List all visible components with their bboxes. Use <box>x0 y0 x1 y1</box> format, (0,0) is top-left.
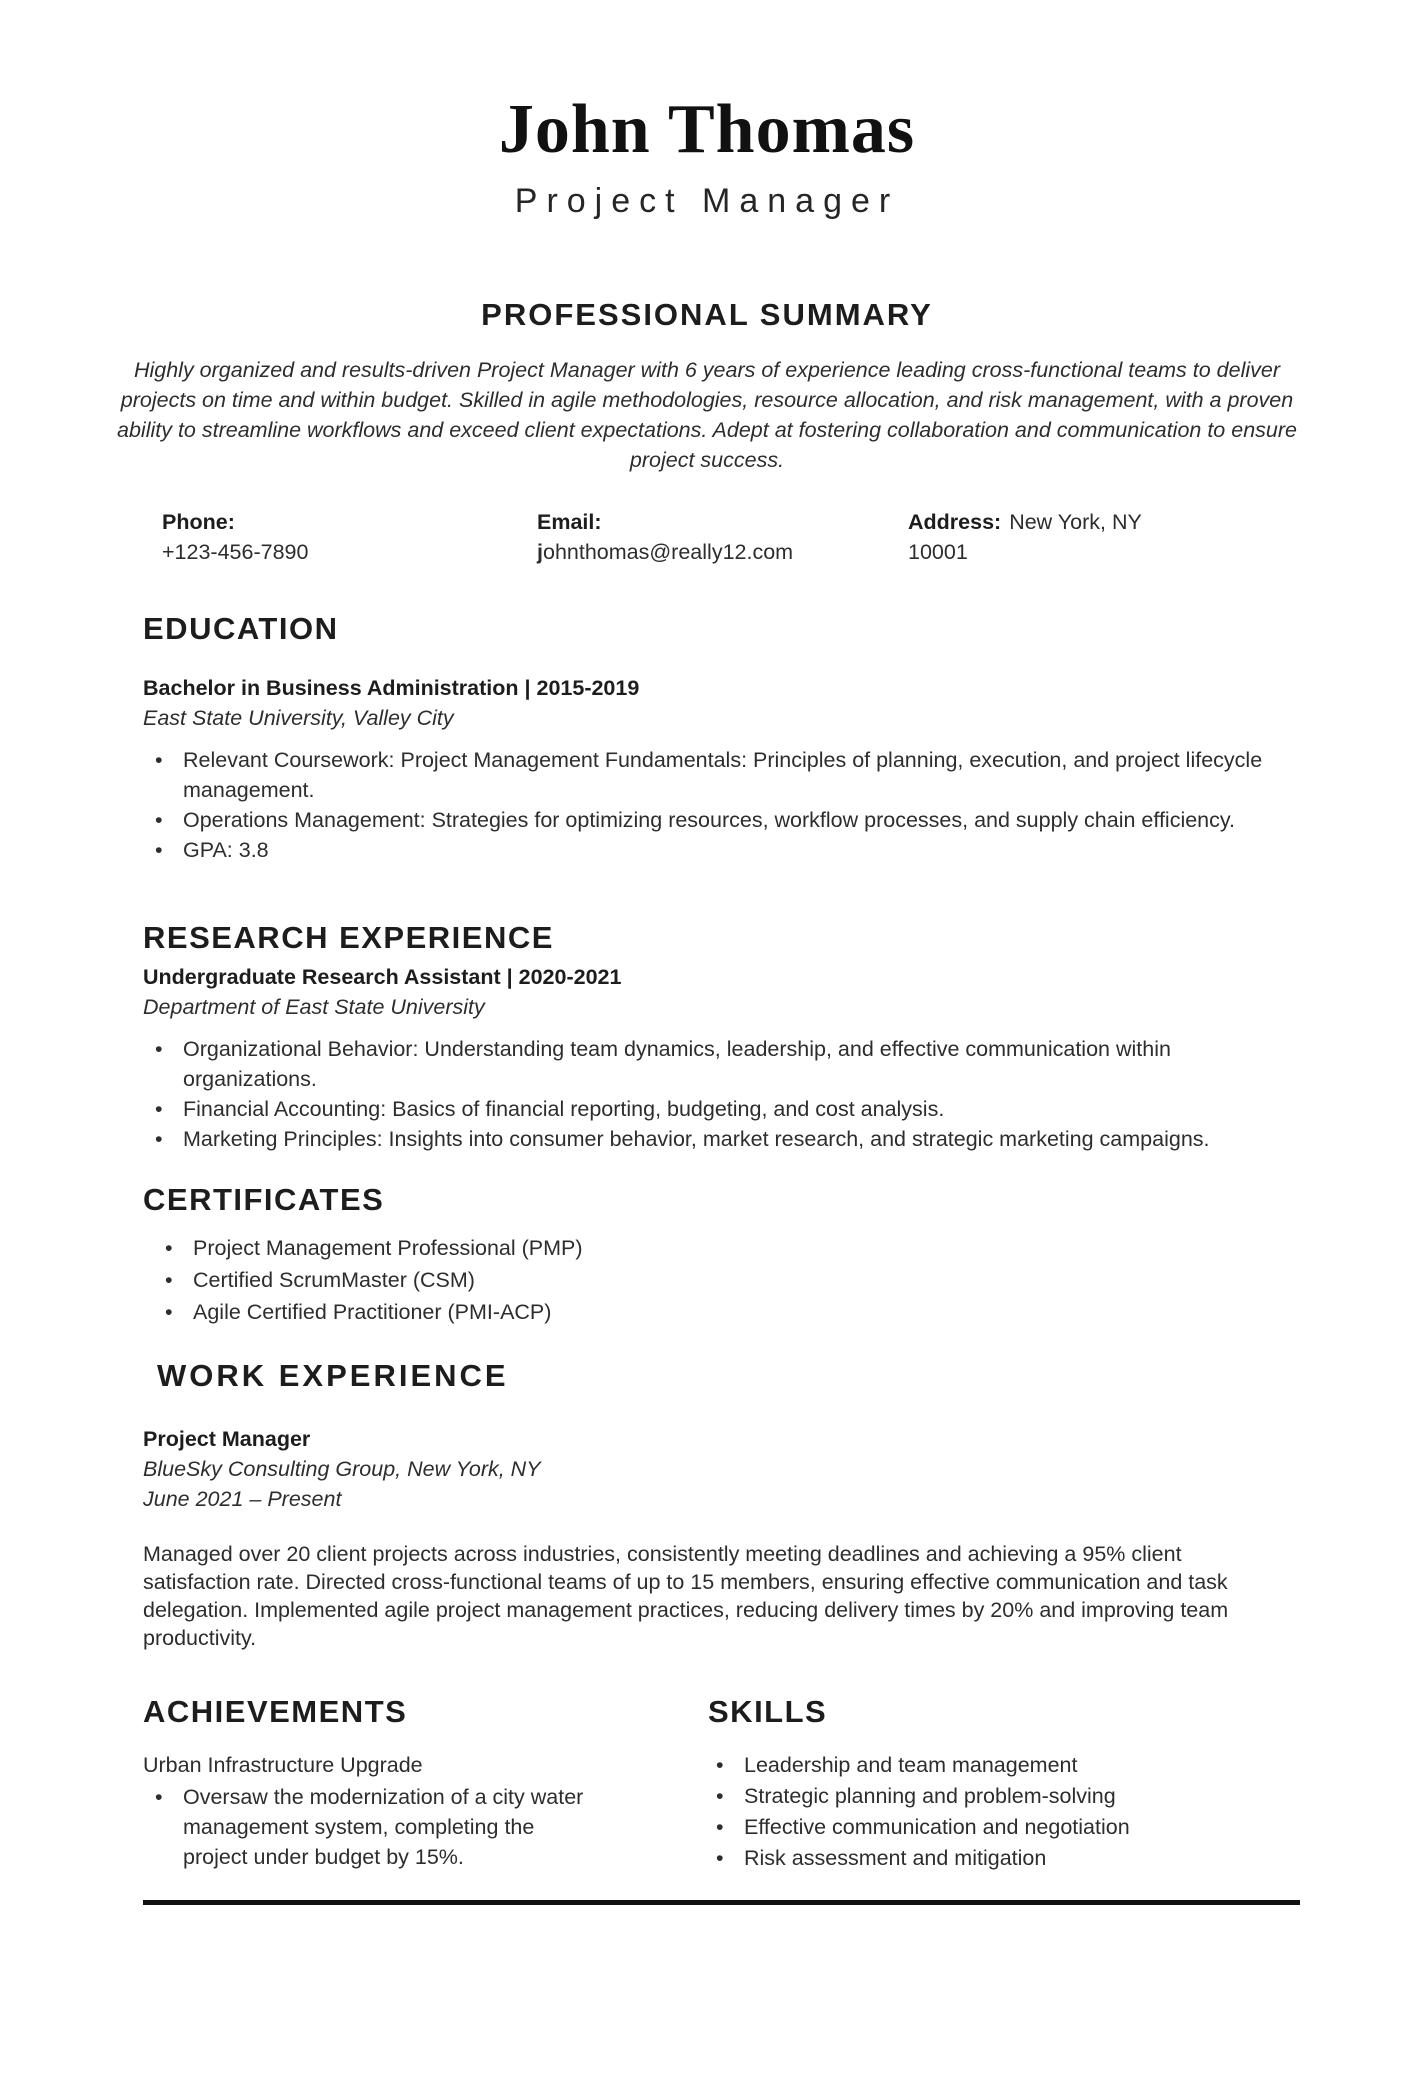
contact-phone <box>143 507 518 567</box>
phone-label: Phone: <box>162 509 235 534</box>
section-research-experience <box>143 920 1300 1154</box>
section-work-experience <box>143 1358 1300 1652</box>
contact-address <box>889 507 1174 567</box>
education-bullet-list <box>155 745 1300 865</box>
professional-summary-text: Highly organized and results-driven Project Manager with 6 years of experience leading cross-functional teams to deliver projects on time and within budget. Skilled in agile methodologies, resource allocation, and risk management, with a proven ability to streamline workflows and exceed client expectations. Adept at fostering collaboration and communication to ensure project success. <box>117 357 1297 472</box>
resume-body <box>0 611 1414 1905</box>
achievements-heading: ACHIEVEMENTS <box>143 1693 408 1729</box>
skills-bullet-list <box>716 1750 1300 1874</box>
work-role: Project Manager <box>143 1426 311 1451</box>
research-bullet: • Financial Accounting: Basics of financial reporting, budgeting, and cost analysis. <box>155 1094 1300 1124</box>
research-bullet: • Marketing Principles: Insights into consumer behavior, market research, and strategic marketing campaigns. <box>155 1124 1300 1154</box>
section-skills <box>708 1694 1300 1874</box>
achievements-subtitle: Urban Infrastructure Upgrade <box>143 1752 423 1777</box>
research-role: Undergraduate Research Assistant | 2020-2021 <box>143 964 622 989</box>
skills-heading: SKILLS <box>708 1693 828 1729</box>
skill-bullet: • Strategic planning and problem-solving <box>716 1781 1300 1812</box>
email-value <box>537 537 889 567</box>
education-bullet: • Operations Management: Strategies for optimizing resources, workflow processes, and supply chain efficiency. <box>155 805 1300 835</box>
skill-bullet: • Effective communication and negotiation <box>716 1812 1300 1843</box>
work-experience-heading: WORK EXPERIENCE <box>157 1357 509 1393</box>
email-bold-prefix: j <box>537 539 543 564</box>
contact-row <box>143 507 1303 567</box>
email-label: Email: <box>537 509 602 534</box>
education-degree: Bachelor in Business Administration | 2015-2019 <box>143 675 640 700</box>
contact-email <box>518 507 889 567</box>
address-value: New York, NY 10001 <box>908 509 1142 564</box>
education-heading: EDUCATION <box>143 610 339 646</box>
work-company: BlueSky Consulting Group, New York, NY <box>143 1456 541 1481</box>
work-description: Managed over 20 client projects across industries, consistently meeting deadlines and achieving a 95% client satisfaction rate. Directed cross-functional teams of up to 15 members, ensuring effective communication and task delegation. Implemented agile project management practices, reducing delivery times by 20% and improving team productivity. <box>143 1541 1229 1650</box>
skill-bullet: • Leadership and team management <box>716 1750 1300 1781</box>
certificate-bullet: • Agile Certified Practitioner (PMI-ACP) <box>165 1296 1300 1328</box>
section-education <box>143 611 1300 865</box>
person-job-title: Project Manager <box>514 181 900 220</box>
phone-value: +123-456-7890 <box>162 539 309 564</box>
research-heading: RESEARCH EXPERIENCE <box>143 919 554 955</box>
research-org: Department of East State University <box>143 994 485 1019</box>
resume-page <box>0 92 1414 2092</box>
education-bullet: • GPA: 3.8 <box>155 835 1300 865</box>
address-label: Address: <box>908 509 1002 534</box>
section-certificates <box>143 1182 1300 1328</box>
achievements-bullet-list <box>155 1782 585 1872</box>
email-rest: ohnthomas@really12.com <box>542 539 794 564</box>
person-name: John Thomas <box>498 91 916 168</box>
professional-summary-heading: PROFESSIONAL SUMMARY <box>481 296 933 332</box>
research-bullet: • Organizational Behavior: Understanding team dynamics, leadership, and effective communication within organizations. <box>155 1034 1300 1094</box>
research-bullet-list <box>155 1034 1300 1154</box>
bottom-divider <box>143 1900 1300 1905</box>
certificates-bullet-list <box>165 1232 1300 1328</box>
skill-bullet: • Risk assessment and mitigation <box>716 1843 1300 1874</box>
education-school: East State University, Valley City <box>143 705 454 730</box>
certificate-bullet: • Project Management Professional (PMP) <box>165 1232 1300 1264</box>
education-bullet: • Relevant Coursework: Project Management Fundamentals: Principles of planning, execution, and project lifecycle management. <box>155 745 1300 805</box>
achievement-bullet: • Oversaw the modernization of a city water management system, completing the project under budget by 15%. <box>155 1782 585 1872</box>
certificate-bullet: • Certified ScrumMaster (CSM) <box>165 1264 1300 1296</box>
work-dates: June 2021 – Present <box>143 1486 342 1511</box>
section-achievements <box>143 1694 708 1874</box>
achievements-skills-row <box>143 1694 1300 1874</box>
certificates-heading: CERTIFICATES <box>143 1181 385 1217</box>
